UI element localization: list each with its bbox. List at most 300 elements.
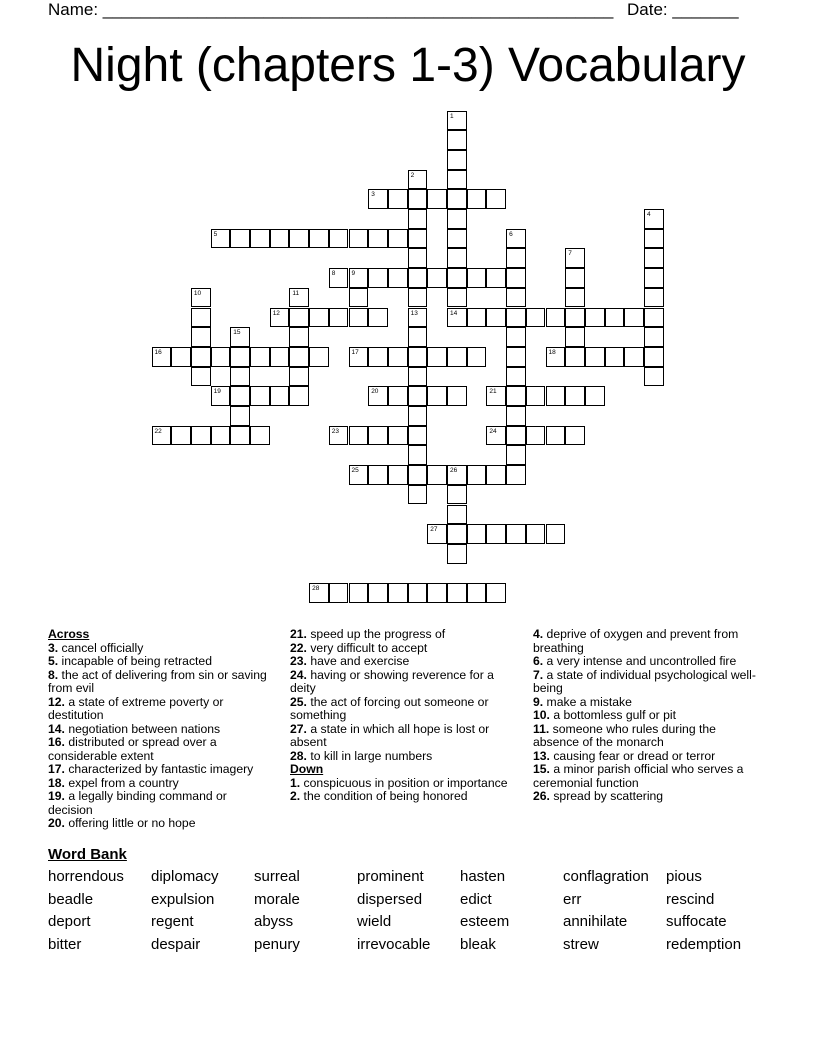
grid-cell[interactable] xyxy=(329,268,349,288)
word-bank-word: edict xyxy=(460,890,492,908)
grid-cell[interactable] xyxy=(447,485,467,505)
word-bank-word: esteem xyxy=(460,913,510,931)
grid-cell[interactable] xyxy=(565,288,585,308)
grid-cell[interactable] xyxy=(191,367,211,387)
grid-cell[interactable] xyxy=(349,288,369,308)
clue-number-label: 22. xyxy=(290,640,307,655)
clue-number-label: 25. xyxy=(290,694,307,709)
grid-cell[interactable] xyxy=(467,189,487,209)
clue-item xyxy=(48,655,273,669)
grid-cell[interactable] xyxy=(329,308,349,328)
clue-text: a very intense and uncontrolled fire xyxy=(543,654,737,668)
grid-cell[interactable] xyxy=(565,308,585,328)
grid-cell[interactable] xyxy=(368,386,388,406)
clue-item xyxy=(533,696,758,710)
clue-item xyxy=(290,669,515,696)
grid-cell[interactable] xyxy=(230,347,250,367)
clue-number: 1 xyxy=(450,112,454,120)
word-bank-word: deport xyxy=(48,913,91,931)
clue-item xyxy=(290,750,515,764)
clue-number: 24 xyxy=(489,427,497,435)
grid-cell[interactable] xyxy=(565,426,585,446)
grid-cell[interactable] xyxy=(506,426,526,446)
clue-number-label: 17. xyxy=(48,762,65,776)
clue-number-label: 1. xyxy=(290,775,301,790)
grid-cell[interactable] xyxy=(408,426,428,446)
grid-cell[interactable] xyxy=(408,445,428,465)
clue-text: make a mistake xyxy=(543,694,632,709)
grid-cell[interactable] xyxy=(388,268,408,288)
grid-cell[interactable] xyxy=(368,426,388,446)
clue-number: 7 xyxy=(568,250,572,258)
grid-cell[interactable] xyxy=(349,347,369,367)
clue-text: very difficult to accept xyxy=(306,640,428,655)
grid-cell[interactable] xyxy=(447,308,467,328)
grid-cell[interactable] xyxy=(408,288,428,308)
clue-number: 22 xyxy=(154,427,162,435)
clue-item xyxy=(290,642,515,656)
grid-cell[interactable] xyxy=(289,327,309,347)
grid-cell[interactable] xyxy=(211,386,231,406)
grid-cell[interactable] xyxy=(230,386,250,406)
grid-cell[interactable] xyxy=(486,189,506,209)
word-bank-word: wield xyxy=(357,913,392,931)
grid-cell[interactable] xyxy=(191,347,211,367)
clue-number: 15 xyxy=(233,329,241,337)
grid-cell[interactable] xyxy=(408,406,428,426)
grid-cell[interactable] xyxy=(447,229,467,249)
grid-cell[interactable] xyxy=(447,170,467,190)
clue-item xyxy=(48,790,273,817)
grid-cell[interactable] xyxy=(368,583,388,603)
grid-cell[interactable] xyxy=(408,189,428,209)
grid-cell[interactable] xyxy=(250,386,270,406)
grid-cell[interactable] xyxy=(408,347,428,367)
grid-cell[interactable] xyxy=(447,130,467,150)
grid-cell[interactable] xyxy=(211,347,231,367)
grid-cell[interactable] xyxy=(486,524,506,544)
grid-cell[interactable] xyxy=(624,308,644,328)
grid-cell[interactable] xyxy=(289,386,309,406)
grid-cell[interactable] xyxy=(644,229,664,249)
grid-cell[interactable] xyxy=(486,308,506,328)
grid-cell[interactable] xyxy=(368,268,388,288)
grid-cell[interactable] xyxy=(624,347,644,367)
grid-cell[interactable] xyxy=(447,465,467,485)
grid-cell[interactable] xyxy=(388,189,408,209)
clue-text: a bottomless gulf or pit xyxy=(549,708,676,722)
grid-cell[interactable] xyxy=(230,229,250,249)
word-bank-word: pious xyxy=(666,868,702,885)
grid-cell[interactable] xyxy=(408,465,428,485)
clue-number: 13 xyxy=(410,309,418,317)
word-bank-word: surreal xyxy=(254,868,300,885)
clue-text: a state in which all hope is lost or absent xyxy=(290,721,490,749)
grid-cell[interactable] xyxy=(486,268,506,288)
grid-cell[interactable] xyxy=(447,268,467,288)
clue-number: 10 xyxy=(193,289,202,297)
clue-number-label: 11. xyxy=(533,721,550,736)
grid-cell[interactable] xyxy=(506,465,526,485)
grid-cell[interactable] xyxy=(349,308,369,328)
grid-cell[interactable] xyxy=(467,347,487,367)
clue-number: 20 xyxy=(371,388,379,396)
grid-cell[interactable] xyxy=(447,505,467,525)
grid-cell[interactable] xyxy=(447,111,467,131)
grid-cell[interactable] xyxy=(644,327,664,347)
clue-number: 27 xyxy=(430,526,438,534)
grid-cell[interactable] xyxy=(171,347,191,367)
grid-cell[interactable] xyxy=(427,347,447,367)
grid-cell[interactable] xyxy=(506,327,526,347)
word-bank-word: abyss xyxy=(254,913,294,931)
clue-number: 17 xyxy=(351,348,359,356)
grid-cell[interactable] xyxy=(408,209,428,229)
clue-number: 4 xyxy=(647,211,651,218)
grid-cell[interactable] xyxy=(408,367,428,387)
clue-text: expel from a country xyxy=(64,775,179,790)
grid-cell[interactable] xyxy=(486,465,506,485)
clue-number-label: 13. xyxy=(533,748,550,763)
clue-item xyxy=(533,709,758,723)
grid-cell[interactable] xyxy=(289,367,309,387)
clue-number-label: 16. xyxy=(48,735,65,749)
clue-text: a state of individual psychological well-being xyxy=(533,667,756,695)
word-bank-word: regent xyxy=(151,913,194,931)
grid-cell[interactable] xyxy=(368,308,388,328)
grid-cell[interactable] xyxy=(565,327,585,347)
grid-cell[interactable] xyxy=(289,347,309,367)
grid-cell[interactable] xyxy=(506,268,526,288)
grid-cell[interactable] xyxy=(270,229,290,249)
grid-cell[interactable] xyxy=(467,308,487,328)
grid-cell[interactable] xyxy=(565,347,585,367)
grid-cell[interactable] xyxy=(388,229,408,249)
grid-cell[interactable] xyxy=(270,308,290,328)
clue-number-label: 21. xyxy=(290,627,307,641)
grid-cell[interactable] xyxy=(526,524,546,544)
grid-cell[interactable] xyxy=(349,465,369,485)
clue-number: 8 xyxy=(331,270,336,278)
clue-item xyxy=(533,763,758,790)
clue-item xyxy=(48,736,273,763)
grid-cell[interactable] xyxy=(309,583,329,603)
grid-cell[interactable] xyxy=(152,347,172,367)
clue-number: 11 xyxy=(292,289,300,297)
word-bank-word: diplomacy xyxy=(151,868,219,885)
grid-cell[interactable] xyxy=(171,426,191,446)
clue-number-label: 26. xyxy=(533,789,550,803)
clue-number-label: 4. xyxy=(533,627,544,641)
clue-text: the condition of being honored xyxy=(300,789,468,803)
clue-number-label: 9. xyxy=(533,694,544,709)
grid-cell[interactable] xyxy=(644,367,664,387)
grid-cell[interactable] xyxy=(289,288,309,308)
grid-cell[interactable] xyxy=(427,189,447,209)
name-field[interactable]: Name: ______________________________________________________ xyxy=(48,0,614,19)
clue-number-label: 10. xyxy=(533,708,550,722)
grid-cell[interactable] xyxy=(408,327,428,347)
grid-cell[interactable] xyxy=(486,426,506,446)
clue-item xyxy=(290,723,515,750)
grid-cell[interactable] xyxy=(309,347,329,367)
grid-cell[interactable] xyxy=(506,288,526,308)
clue-number: 14 xyxy=(450,309,458,317)
grid-cell[interactable] xyxy=(191,327,211,347)
clue-item xyxy=(533,750,758,764)
word-bank-word: conflagration xyxy=(563,868,649,885)
grid-cell[interactable] xyxy=(447,209,467,229)
clue-item xyxy=(48,763,273,777)
word-bank-title: Word Bank xyxy=(48,846,127,863)
grid-cell[interactable] xyxy=(447,386,467,406)
clue-number: 19 xyxy=(213,388,221,396)
grid-cell[interactable] xyxy=(230,367,250,387)
grid-cell[interactable] xyxy=(506,347,526,367)
grid-cell[interactable] xyxy=(447,544,467,564)
clue-text: negotiation between nations xyxy=(64,721,221,736)
word-bank-word: penury xyxy=(254,935,300,953)
grid-cell[interactable] xyxy=(388,465,408,485)
grid-cell[interactable] xyxy=(467,583,487,603)
grid-cell[interactable] xyxy=(368,465,388,485)
grid-cell[interactable] xyxy=(329,426,349,446)
grid-cell[interactable] xyxy=(447,288,467,308)
grid-cell[interactable] xyxy=(329,229,349,249)
grid-cell[interactable] xyxy=(230,426,250,446)
grid-cell[interactable] xyxy=(546,386,566,406)
grid-cell[interactable] xyxy=(427,386,447,406)
word-bank-word: redemption xyxy=(666,935,742,953)
grid-cell[interactable] xyxy=(467,524,487,544)
grid-cell[interactable] xyxy=(250,347,270,367)
grid-cell[interactable] xyxy=(152,426,172,446)
grid-cell[interactable] xyxy=(427,524,447,544)
word-bank-word: annihilate xyxy=(563,913,628,931)
clue-text: a state of extreme poverty or destitution xyxy=(48,694,224,722)
clue-text: offering little or no hope xyxy=(64,816,196,830)
grid-cell[interactable] xyxy=(585,386,605,406)
grid-cell[interactable] xyxy=(605,308,625,328)
grid-cell[interactable] xyxy=(388,583,408,603)
grid-cell[interactable] xyxy=(565,248,585,268)
word-bank-word: horrendous xyxy=(48,868,124,885)
clue-item xyxy=(533,669,758,696)
clue-item xyxy=(290,790,515,804)
grid-cell[interactable] xyxy=(388,426,408,446)
grid-cell[interactable] xyxy=(427,583,447,603)
grid-cell[interactable] xyxy=(368,229,388,249)
grid-cell[interactable] xyxy=(388,386,408,406)
clue-number-label: 18. xyxy=(48,775,65,790)
grid-cell[interactable] xyxy=(506,229,526,249)
grid-cell[interactable] xyxy=(408,248,428,268)
clue-text: distributed or spread over a considerable extent xyxy=(48,735,217,763)
grid-cell[interactable] xyxy=(329,583,349,603)
clue-number: 5 xyxy=(213,230,218,238)
grid-cell[interactable] xyxy=(526,386,546,406)
grid-cell[interactable] xyxy=(644,268,664,288)
grid-cell[interactable] xyxy=(546,308,566,328)
word-bank-word: suffocate xyxy=(666,913,727,931)
word-bank-word: morale xyxy=(254,890,300,908)
clue-item xyxy=(48,696,273,723)
grid-cell[interactable] xyxy=(427,268,447,288)
grid-cell[interactable] xyxy=(270,386,290,406)
word-bank-word: beadle xyxy=(48,890,94,908)
clue-number-label: 15. xyxy=(533,762,550,776)
grid-cell[interactable] xyxy=(447,248,467,268)
grid-cell[interactable] xyxy=(408,268,428,288)
grid-cell[interactable] xyxy=(447,347,467,367)
grid-cell[interactable] xyxy=(546,524,566,544)
clue-item xyxy=(48,817,273,831)
clue-text: someone who rules during the absence of the monarch xyxy=(533,721,716,749)
grid-cell[interactable] xyxy=(270,347,290,367)
grid-cell[interactable] xyxy=(250,229,270,249)
grid-cell[interactable] xyxy=(486,386,506,406)
word-bank-word: irrevocable xyxy=(357,935,431,953)
clue-number-label: 6. xyxy=(533,654,544,668)
clue-text: a minor parish official who serves a ceremonial function xyxy=(533,762,744,790)
grid-cell[interactable] xyxy=(408,386,428,406)
grid-cell[interactable] xyxy=(585,347,605,367)
grid-cell[interactable] xyxy=(349,583,369,603)
grid-cell[interactable] xyxy=(368,347,388,367)
grid-cell[interactable] xyxy=(506,386,526,406)
grid-cell[interactable] xyxy=(644,288,664,308)
grid-cell[interactable] xyxy=(585,308,605,328)
clue-number-label: 3. xyxy=(48,640,59,655)
grid-cell[interactable] xyxy=(506,445,526,465)
clue-section-heading: Down xyxy=(290,762,324,776)
grid-cell[interactable] xyxy=(368,189,388,209)
clue-item xyxy=(48,777,273,791)
grid-cell[interactable] xyxy=(211,229,231,249)
grid-cell[interactable] xyxy=(230,406,250,426)
word-bank-row xyxy=(48,868,768,891)
grid-cell[interactable] xyxy=(565,268,585,288)
grid-cell[interactable] xyxy=(447,524,467,544)
word-bank-word: strew xyxy=(563,935,599,953)
clue-number-label: 12. xyxy=(48,694,65,709)
grid-cell[interactable] xyxy=(467,268,487,288)
clue-text: having or showing reverence for a deity xyxy=(290,667,494,695)
clue-number-label: 28. xyxy=(290,748,307,763)
grid-cell[interactable] xyxy=(486,583,506,603)
grid-cell[interactable] xyxy=(309,308,329,328)
grid-cell[interactable] xyxy=(408,583,428,603)
clue-text: incapable of being retracted xyxy=(58,654,212,668)
grid-cell[interactable] xyxy=(408,485,428,505)
grid-cell[interactable] xyxy=(191,426,211,446)
clue-text: causing fear or dread or terror xyxy=(549,748,716,763)
clue-text: spread by scattering xyxy=(549,789,664,803)
grid-cell[interactable] xyxy=(447,583,467,603)
clue-number: 2 xyxy=(410,171,415,179)
grid-cell[interactable] xyxy=(506,406,526,426)
clue-text: conspicuous in position or importance xyxy=(300,775,508,790)
grid-cell[interactable] xyxy=(644,308,664,328)
clue-number: 6 xyxy=(509,230,513,238)
clue-number-label: 20. xyxy=(48,816,65,830)
grid-cell[interactable] xyxy=(349,426,369,446)
word-bank-word: bleak xyxy=(460,935,496,953)
grid-cell[interactable] xyxy=(408,308,428,328)
grid-cell[interactable] xyxy=(506,524,526,544)
clue-text: the act of delivering from sin or saving from evil xyxy=(48,667,267,695)
clue-number-label: 23. xyxy=(290,654,307,668)
grid-cell[interactable] xyxy=(250,426,270,446)
clue-item xyxy=(533,723,758,750)
clue-item xyxy=(533,628,758,655)
clue-item xyxy=(533,790,758,804)
clue-number: 9 xyxy=(351,270,356,278)
grid-cell[interactable] xyxy=(605,347,625,367)
clue-section-heading: Across xyxy=(48,627,90,641)
clue-text: cancel officially xyxy=(58,640,144,655)
grid-cell[interactable] xyxy=(644,209,664,229)
grid-cell[interactable] xyxy=(506,248,526,268)
clue-text: a legally binding command or decision xyxy=(48,789,227,817)
word-bank-word: err xyxy=(563,890,582,908)
grid-cell[interactable] xyxy=(191,288,211,308)
word-bank-word: dispersed xyxy=(357,890,423,908)
grid-cell[interactable] xyxy=(447,189,467,209)
word-bank-word: bitter xyxy=(48,935,82,953)
grid-cell[interactable] xyxy=(526,426,546,446)
clues-column-1 xyxy=(48,628,273,831)
grid-cell[interactable] xyxy=(467,465,487,485)
grid-cell[interactable] xyxy=(447,150,467,170)
clue-number-label: 2. xyxy=(290,789,301,803)
grid-cell[interactable] xyxy=(546,426,566,446)
grid-cell[interactable] xyxy=(349,229,369,249)
grid-cell[interactable] xyxy=(427,465,447,485)
grid-cell[interactable] xyxy=(644,347,664,367)
clue-number: 16 xyxy=(154,348,162,356)
clue-number: 23 xyxy=(331,427,340,435)
grid-cell[interactable] xyxy=(211,426,231,446)
grid-cell[interactable] xyxy=(289,308,309,328)
grid-cell[interactable] xyxy=(388,347,408,367)
grid-cell[interactable] xyxy=(526,308,546,328)
grid-cell[interactable] xyxy=(191,308,211,328)
grid-cell[interactable] xyxy=(309,229,329,249)
grid-cell[interactable] xyxy=(349,268,369,288)
grid-cell[interactable] xyxy=(408,229,428,249)
word-bank-row xyxy=(48,891,768,914)
grid-cell[interactable] xyxy=(289,229,309,249)
clue-number-label: 5. xyxy=(48,654,59,668)
grid-cell[interactable] xyxy=(546,347,566,367)
clue-text: to kill in large numbers xyxy=(306,748,433,763)
clue-item xyxy=(48,642,273,656)
date-field[interactable]: Date: _______ xyxy=(627,0,739,19)
clue-number: 26 xyxy=(450,467,458,475)
grid-cell[interactable] xyxy=(565,386,585,406)
clues-column-2 xyxy=(290,628,515,804)
grid-cell[interactable] xyxy=(644,248,664,268)
grid-cell[interactable] xyxy=(506,367,526,387)
clue-number: 12 xyxy=(272,309,280,317)
clue-text: speed up the progress of xyxy=(306,627,446,641)
clue-item xyxy=(290,696,515,723)
grid-cell[interactable] xyxy=(408,170,428,190)
grid-cell[interactable] xyxy=(230,327,250,347)
grid-cell[interactable] xyxy=(506,308,526,328)
clue-item xyxy=(290,777,515,791)
